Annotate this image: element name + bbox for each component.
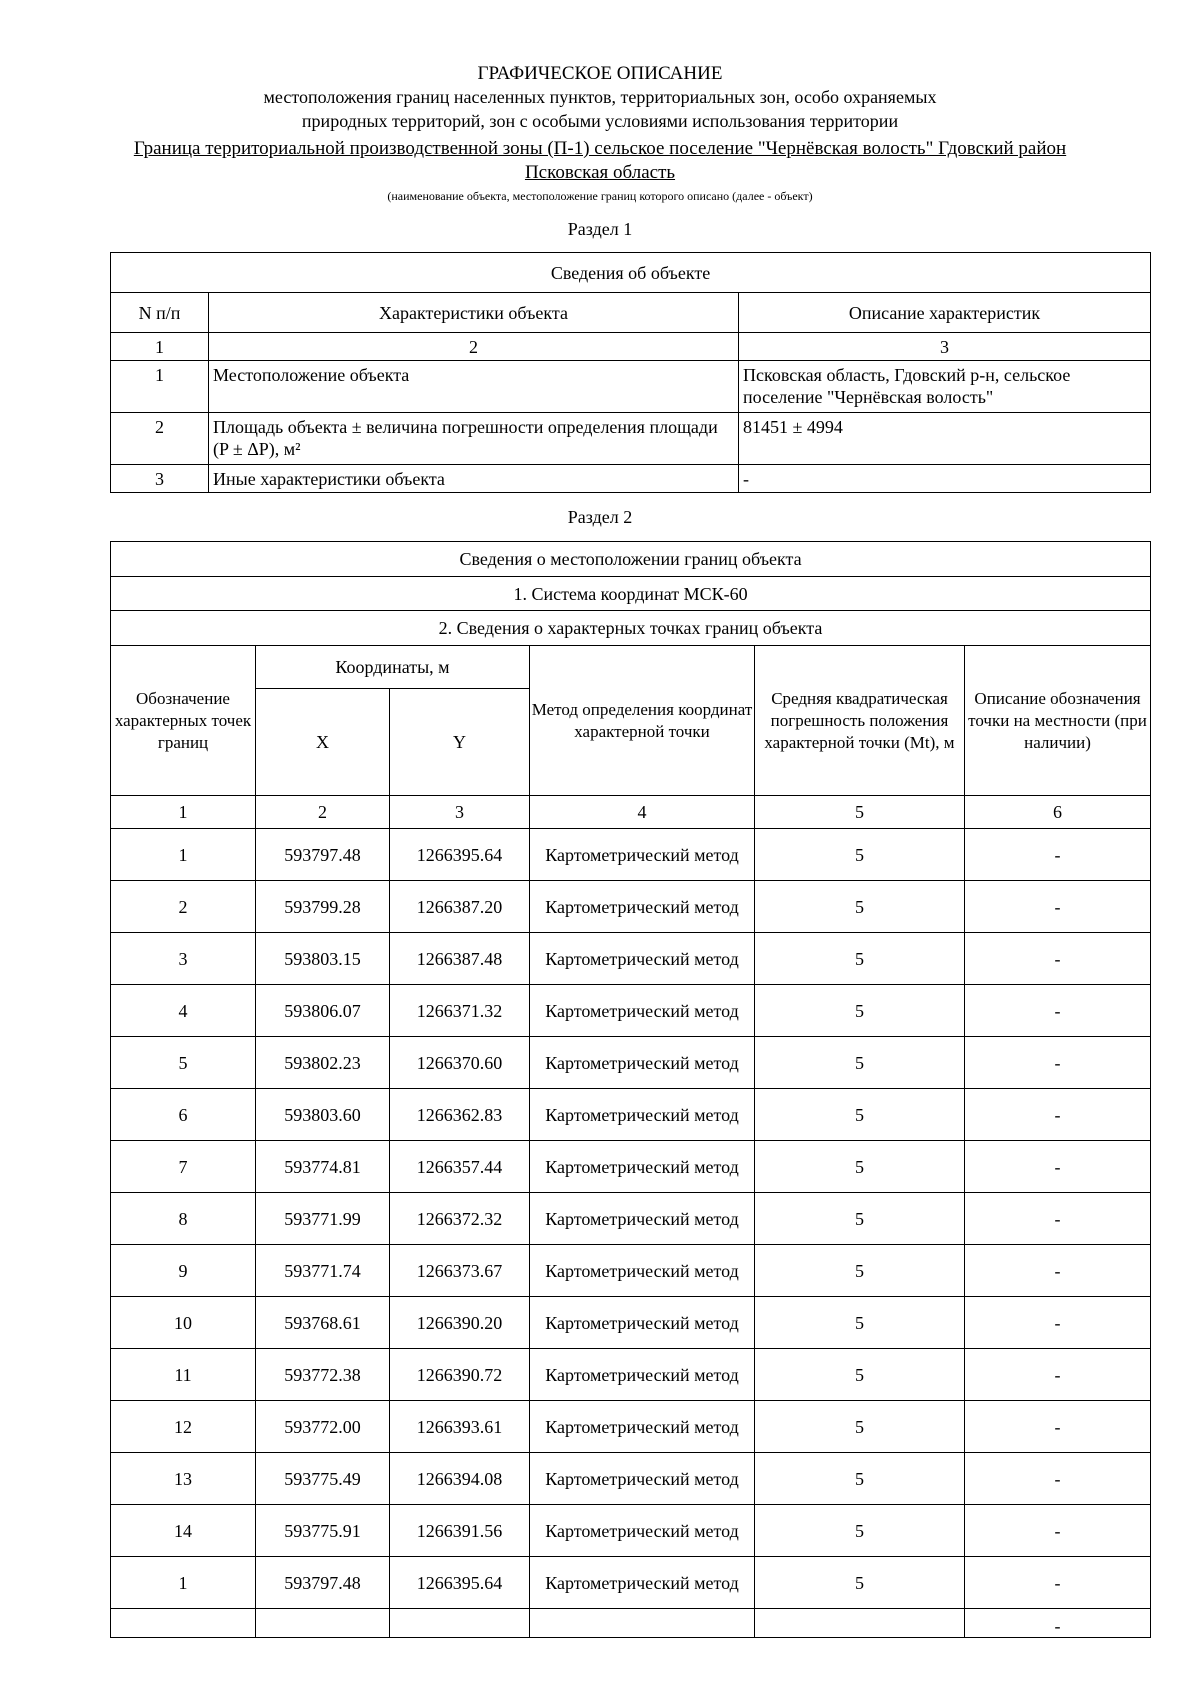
row-characteristic: Площадь объекта ± величина погрешности определения площади (P ± ΔP), м² — [209, 413, 739, 465]
coordinate-x: 593775.49 — [256, 1453, 390, 1505]
coordinate-x: 593806.07 — [256, 985, 390, 1037]
point-description: - — [965, 1141, 1151, 1193]
table-row — [111, 1297, 1151, 1349]
header-characteristics: Характеристики объекта — [209, 293, 739, 333]
point-description: - — [965, 1245, 1151, 1297]
point-description: - — [965, 1037, 1151, 1089]
column-number: 1 — [111, 333, 209, 361]
point-number: 3 — [111, 933, 256, 985]
table-row — [111, 361, 1151, 413]
coordinate-x: 593803.15 — [256, 933, 390, 985]
method: Картометрический метод — [530, 1453, 755, 1505]
table-row — [111, 1089, 1151, 1141]
point-number: 9 — [111, 1245, 256, 1297]
coordinate-x: 593772.38 — [256, 1349, 390, 1401]
coordinate-y: 1266373.67 — [390, 1245, 530, 1297]
point-number: 7 — [111, 1141, 256, 1193]
row-description: Псковская область, Гдовский р-н, сельское поселение "Чернёвская волость" — [739, 361, 1151, 413]
point-number: 14 — [111, 1505, 256, 1557]
mean-error: 5 — [755, 1089, 965, 1141]
method: Картометрический метод — [530, 1245, 755, 1297]
point-number: 6 — [111, 1089, 256, 1141]
coordinate-y: 1266390.72 — [390, 1349, 530, 1401]
point-number: 4 — [111, 985, 256, 1037]
empty-cell — [256, 1609, 390, 1638]
header-x: X — [256, 689, 390, 796]
coordinate-x: 593797.48 — [256, 1557, 390, 1609]
row-number: 3 — [111, 465, 209, 493]
column-number: 6 — [965, 796, 1151, 829]
point-description: - — [965, 1557, 1151, 1609]
table-row — [111, 1245, 1151, 1297]
column-number: 3 — [390, 796, 530, 829]
point-number: 1 — [111, 829, 256, 881]
point-number: 12 — [111, 1401, 256, 1453]
table-row — [111, 1141, 1151, 1193]
point-description: - — [965, 881, 1151, 933]
mean-error: 5 — [755, 1505, 965, 1557]
coordinate-y: 1266395.64 — [390, 1557, 530, 1609]
method: Картометрический метод — [530, 1349, 755, 1401]
table-row — [111, 1193, 1151, 1245]
point-description: - — [965, 1089, 1151, 1141]
object-info-title: Сведения об объекте — [111, 253, 1151, 293]
mean-error: 5 — [755, 1141, 965, 1193]
point-number: 8 — [111, 1193, 256, 1245]
empty-cell — [530, 1609, 755, 1638]
points-title: 2. Сведения о характерных точках границ объекта — [111, 611, 1151, 646]
row-description: 81451 ± 4994 — [739, 413, 1151, 465]
boundary-points-table — [110, 541, 1151, 1638]
table-row — [111, 1349, 1151, 1401]
mean-error: 5 — [755, 1245, 965, 1297]
object-name-note: (наименование объекта, местоположение границ которого описано (далее - объект) — [387, 189, 813, 203]
method: Картометрический метод — [530, 1037, 755, 1089]
mean-error: 5 — [755, 1557, 965, 1609]
coordinate-y: 1266387.20 — [390, 881, 530, 933]
mean-error: 5 — [755, 1037, 965, 1089]
point-description: - — [965, 1297, 1151, 1349]
method: Картометрический метод — [530, 1297, 755, 1349]
coordinate-y: 1266370.60 — [390, 1037, 530, 1089]
coordinate-y: 1266357.44 — [390, 1141, 530, 1193]
column-number: 3 — [739, 333, 1151, 361]
table-row — [111, 1453, 1151, 1505]
row-characteristic: Иные характеристики объекта — [209, 465, 739, 493]
point-description: - — [965, 1349, 1151, 1401]
coordinate-x: 593799.28 — [256, 881, 390, 933]
point-description: - — [965, 1401, 1151, 1453]
coordinate-y: 1266394.08 — [390, 1453, 530, 1505]
section-2-label: Раздел 2 — [567, 507, 633, 527]
coordinate-x: 593774.81 — [256, 1141, 390, 1193]
header-number: N п/п — [111, 293, 209, 333]
table-row — [111, 829, 1151, 881]
mean-error: 5 — [755, 881, 965, 933]
mean-error: 5 — [755, 1349, 965, 1401]
mean-error: 5 — [755, 1401, 965, 1453]
coordinate-x: 593771.74 — [256, 1245, 390, 1297]
row-description: - — [739, 465, 1151, 493]
empty-cell — [111, 1609, 256, 1638]
mean-error: 5 — [755, 985, 965, 1037]
point-number: 2 — [111, 881, 256, 933]
point-description: - — [965, 1453, 1151, 1505]
point-description: - — [965, 1193, 1151, 1245]
coordinate-y: 1266395.64 — [390, 829, 530, 881]
method: Картометрический метод — [530, 1557, 755, 1609]
header-method: Метод определения координат характерной точки — [530, 646, 755, 796]
table-row — [111, 465, 1151, 493]
point-description: - — [965, 985, 1151, 1037]
table-row — [111, 881, 1151, 933]
coordinate-y: 1266390.20 — [390, 1297, 530, 1349]
point-number: 11 — [111, 1349, 256, 1401]
mean-error: 5 — [755, 1453, 965, 1505]
header-point-description: Описание обозначения точки на местности (при наличии) — [965, 646, 1151, 796]
coordinate-y: 1266387.48 — [390, 933, 530, 985]
column-number: 1 — [111, 796, 256, 829]
trailing-description: - — [965, 1609, 1151, 1638]
mean-error: 5 — [755, 1297, 965, 1349]
table-row — [111, 985, 1151, 1037]
coordinate-y: 1266391.56 — [390, 1505, 530, 1557]
header-point: Обозначение характерных точек границ — [111, 646, 256, 796]
point-number: 13 — [111, 1453, 256, 1505]
boundary-title: Сведения о местоположении границ объекта — [111, 542, 1151, 577]
subtitle-line-1: местоположения границ населенных пунктов, территориальных зон, особо охраняемых — [263, 87, 937, 107]
point-number: 1 — [111, 1557, 256, 1609]
table-row — [111, 933, 1151, 985]
coordinate-x: 593771.99 — [256, 1193, 390, 1245]
header-description: Описание характеристик — [739, 293, 1151, 333]
table-row — [111, 1401, 1151, 1453]
point-number: 10 — [111, 1297, 256, 1349]
table-row — [111, 1037, 1151, 1089]
empty-cell — [755, 1609, 965, 1638]
object-name-line-1: Граница территориальной производственной зоны (П-1) сельское поселение "Чернёвская волость" Гдовский район — [133, 138, 1067, 159]
coordinate-y: 1266371.32 — [390, 985, 530, 1037]
column-number: 2 — [256, 796, 390, 829]
point-description: - — [965, 1505, 1151, 1557]
method: Картометрический метод — [530, 933, 755, 985]
column-number: 5 — [755, 796, 965, 829]
row-number: 2 — [111, 413, 209, 465]
column-number: 4 — [530, 796, 755, 829]
coordinate-x: 593768.61 — [256, 1297, 390, 1349]
table-row — [111, 1557, 1151, 1609]
section-1-label: Раздел 1 — [567, 219, 633, 239]
method: Картометрический метод — [530, 881, 755, 933]
method: Картометрический метод — [530, 1401, 755, 1453]
coordinate-y: 1266372.32 — [390, 1193, 530, 1245]
point-number: 5 — [111, 1037, 256, 1089]
header-coordinates: Координаты, м — [256, 646, 530, 689]
coordinate-x: 593772.00 — [256, 1401, 390, 1453]
method: Картометрический метод — [530, 1505, 755, 1557]
row-number: 1 — [111, 361, 209, 413]
table-row — [111, 1505, 1151, 1557]
object-name-line-2: Псковская область — [524, 162, 676, 183]
coordinate-x: 593775.91 — [256, 1505, 390, 1557]
method: Картометрический метод — [530, 829, 755, 881]
coordinate-x: 593803.60 — [256, 1089, 390, 1141]
object-info-table — [110, 252, 1151, 493]
table-row — [111, 413, 1151, 465]
coordinate-y: 1266362.83 — [390, 1089, 530, 1141]
method: Картометрический метод — [530, 1193, 755, 1245]
subtitle-line-2: природных территорий, зон с особыми условиями использования территории — [301, 111, 899, 131]
point-description: - — [965, 933, 1151, 985]
method: Картометрический метод — [530, 1089, 755, 1141]
header-y: Y — [390, 689, 530, 796]
point-description: - — [965, 829, 1151, 881]
mean-error: 5 — [755, 1193, 965, 1245]
header-error: Средняя квадратическая погрешность положения характерной точки (Mt), м — [755, 646, 965, 796]
mean-error: 5 — [755, 829, 965, 881]
coordinate-system: 1. Система координат МСК-60 — [111, 577, 1151, 611]
column-number: 2 — [209, 333, 739, 361]
document-title: ГРАФИЧЕСКОЕ ОПИСАНИЕ — [477, 63, 723, 84]
coordinate-x: 593802.23 — [256, 1037, 390, 1089]
coordinate-y: 1266393.61 — [390, 1401, 530, 1453]
method: Картометрический метод — [530, 1141, 755, 1193]
coordinate-x: 593797.48 — [256, 829, 390, 881]
method: Картометрический метод — [530, 985, 755, 1037]
empty-cell — [390, 1609, 530, 1638]
row-characteristic: Местоположение объекта — [209, 361, 739, 413]
mean-error: 5 — [755, 933, 965, 985]
